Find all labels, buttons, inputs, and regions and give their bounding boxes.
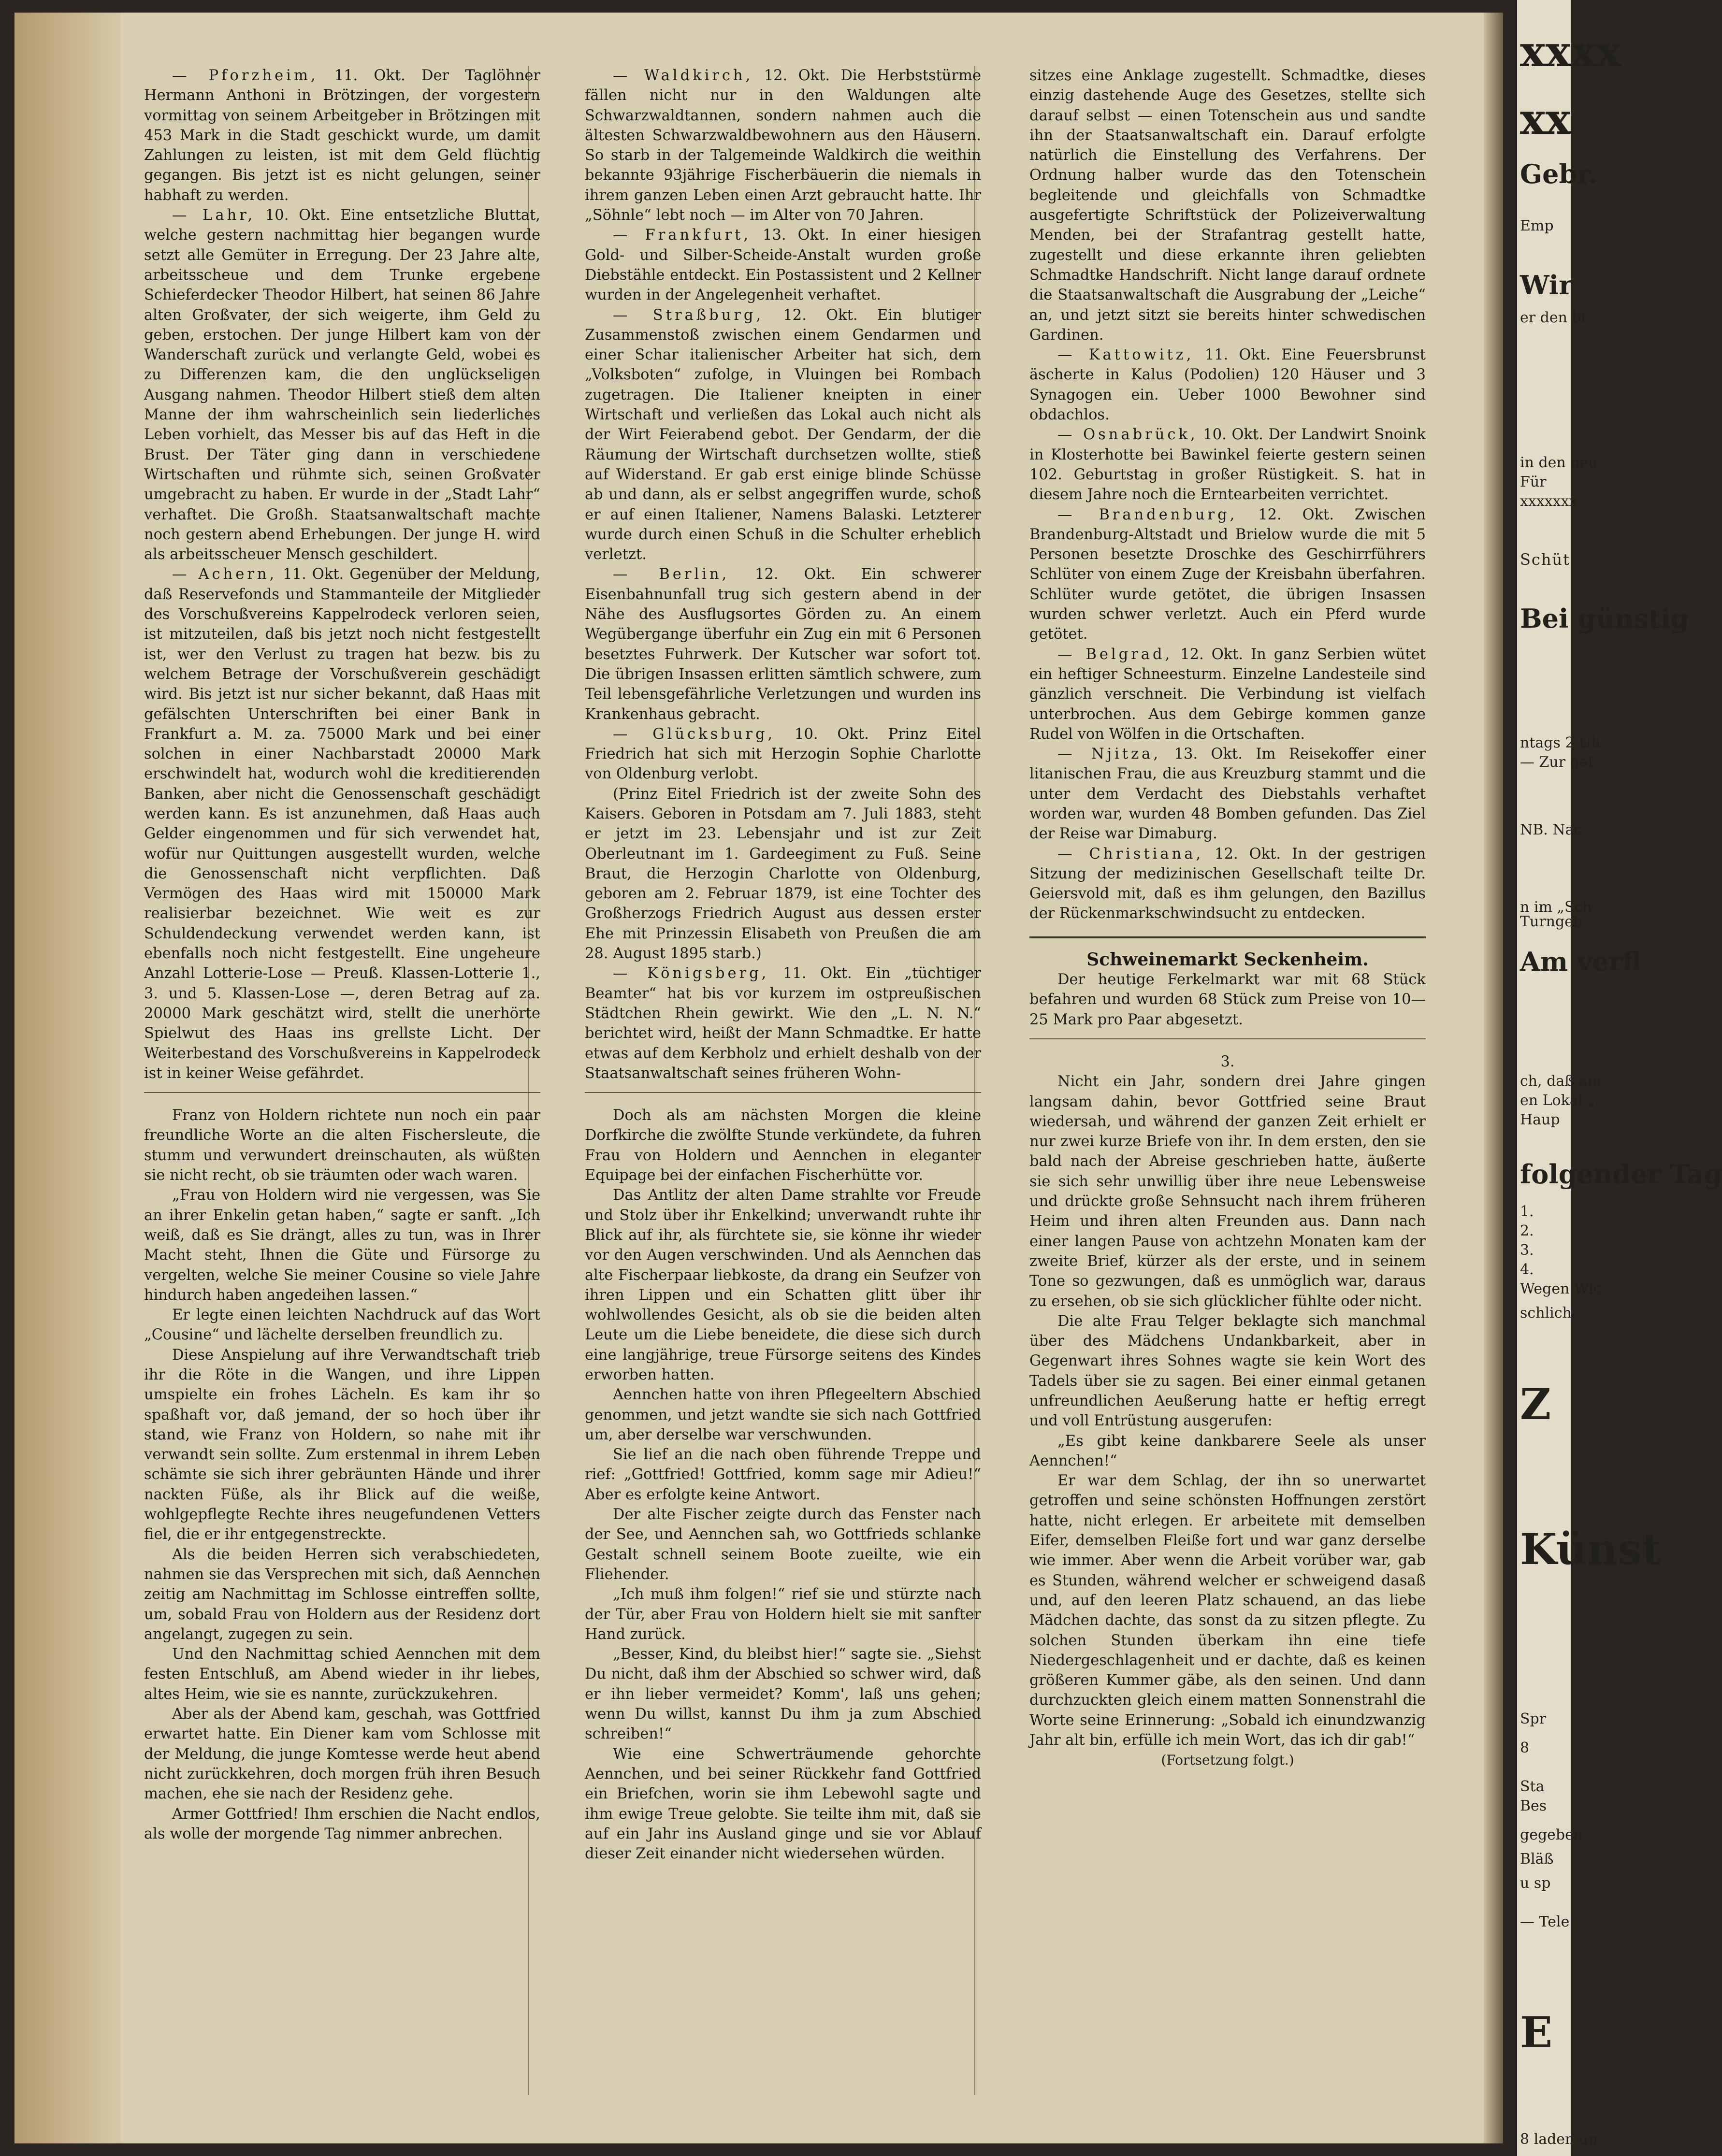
page-stack-edge xyxy=(14,13,121,2143)
adjacent-page-fragment: Z xyxy=(1520,1379,1551,1429)
story-paragraph xyxy=(144,1804,540,1844)
dateline: — Berlin, xyxy=(613,566,730,583)
news-item xyxy=(585,963,981,1083)
paragraph-text: 12. Okt. Ein schwerer Eisenbahnunfall trug sich gestern abend in der Nähe des Ausflugsortes Görden zu. An einem Wegübergange überfuhr ein Zug ein mit 6 Personen besetztes Fuhrwerk. Der Kutscher war sofort tot. Die übrigen Insassen erlitten sämtlich schwere, zum Teil lebensgefährliche Verletzungen und wurden ins Krankenhaus gebracht. xyxy=(585,566,981,723)
paragraph-text: Diese Anspielung auf ihre Verwandtschaft trieb ihr die Röte in die Wangen, und ihre Lippen umspielte ein frohes Lächeln. Es kam ihr so spaßhaft vor, daß jemand, der so hoch über ihr stand, wie Franz von Holdern, so nahe mit ihr verwandt sein sollte. Zum erstenmal in ihrem Leben schämte sie sich ihrer gebräunten Hände und ihrer nackten Füße, als ihr Blick auf die weiße, wohlgepflegte Rechte ihres neugefundenen Vetters fiel, die er ihr entgegenstreckte. xyxy=(144,1346,540,1543)
paragraph-text: Er war dem Schlag, der ihn so unerwartet getroffen und seine schönsten Hoffnungen zerstört hatte, nicht erlegen. Er arbeitete mit demselben Eifer, demselben Fleiße fort und war ganz derselbe wie immer. Aber wenn die Arbeit vorüber war, gab es Stunden, während welcher er schweigend dasaß und, auf den leeren Platz schauend, an das liebe Mädchen dachte, das sonst da zu sitzen pflegte. Zu solchen Stunden überkam ihn eine tiefe Niedergeschlagenheit und er dachte, daß es keinen größeren Kummer gäbe, als den seinen. Und dann durchzuckten gleich einem matten Sonnenstrahl die Worte seine Erinnerung: „Sobald ich einundzwanzig Jahr alt bin, erfülle ich mein Wort, das ich dir gab!“ xyxy=(1029,1472,1426,1749)
story-paragraph xyxy=(1029,66,1426,345)
paragraph-text: „Frau von Holdern wird nie vergessen, was Sie an ihrer Enkelin getan haben,“ sagte er sanft. „Ich weiß, daß es Sie drängt, alles zu tun, was in Ihrer Macht steht, Ihnen die Güte und Fürsorge zu vergelten, welche Sie meiner Cousine so viele Jahre hindurch haben angedeihen lassen.“ xyxy=(144,1187,540,1304)
story-paragraph xyxy=(144,1644,540,1704)
section-separator xyxy=(585,1092,981,1093)
dateline: — Njitza, xyxy=(1057,746,1161,763)
dateline: — Pforzheim, xyxy=(172,67,318,84)
adjacent-page-fragment: Sta xyxy=(1520,1778,1545,1795)
adjacent-page-fragment: n im „Sch xyxy=(1520,899,1592,916)
adjacent-page-fragment: xxxx xyxy=(1520,26,1621,76)
paragraph-text: 12. Okt. Ein blutiger Zusammenstoß zwischen einem Gendarmen und einer Schar italienischer Arbeiter hat sich, dem „Volksboten“ zufolge, in Vluingen bei Rombach zugetragen. Die Italiener kneipten in einer Wirtschaft und verließen das Lokal auch nicht als der Wirt Feierabend gebot. Der Gendarm, der die Räumung der Wirtschaft durchsetzen wollte, stieß auf Widerstand. Er gab erst einige blinde Schüsse ab und dann, als er selbst angegriffen wurde, schoß er auf einen Italiener, Namens Balaski. Letzterer wurde durch einen Schuß in die Schulter erheblich verletzt. xyxy=(585,306,981,563)
news-item xyxy=(1029,505,1426,645)
dateline: — Belgrad, xyxy=(1057,646,1173,663)
adjacent-page-fragment: 3. xyxy=(1520,1242,1534,1259)
news-item xyxy=(144,205,540,564)
news-item xyxy=(585,564,981,724)
story-paragraph xyxy=(144,1345,540,1545)
column-2 xyxy=(585,66,981,1864)
paragraph-text: Die alte Frau Telger beklagte sich manchmal über des Mädchens Undankbarkeit, aber in Gegenwart ihres Sohnes wagte sie kein Wort des Tadels über sie zu sagen. Bei einer einmal getanen unfreundlichen Aeußerung hatte er heftig erregt und voll Entrüstung ausgerufen: xyxy=(1029,1312,1426,1430)
paragraph-text: 13. Okt. In einer hiesigen Gold- und Silber-Scheide-Anstalt wurden große Diebstähle entdeckt. Ein Postassistent und 2 Kellner wurden in der Angelegenheit verhaftet. xyxy=(585,227,981,304)
adjacent-page-fragment: 8 laden un xyxy=(1520,2131,1598,2148)
news-item xyxy=(585,66,981,225)
paragraph-text: Aennchen hatte von ihren Pflegeeltern Abschied genommen, und jetzt wandte sie sich nach Gottfried um, aber derselbe war verschwunden. xyxy=(585,1386,981,1443)
adjacent-page-fragment: Für xyxy=(1520,474,1547,490)
story-paragraph xyxy=(1029,1431,1426,1471)
paragraph-text: 12. Okt. In der gestrigen Sitzung der medizinischen Gesellschaft teilte Dr. Geiersvold mit, daß es ihm gelungen, den Bazillus der Rückenmarkschwindsucht zu entdecken. xyxy=(1029,845,1426,922)
news-item xyxy=(585,724,981,784)
story-paragraph xyxy=(585,1445,981,1505)
paragraph-text: 13. Okt. Im Reisekoffer einer litanischen Frau, die aus Kreuzburg stammt und die unter dem Verdacht des Diebstahls verhaftet worden war, wurden 48 Bomben gefunden. Das Ziel der Reise war Dimaburg. xyxy=(1029,746,1426,843)
adjacent-page-fragment: ch, daß am xyxy=(1520,1073,1602,1090)
story-paragraph xyxy=(1029,1311,1426,1431)
paragraph-text: Aber als der Abend kam, geschah, was Gottfried erwartet hatte. Ein Diener kam vom Schlosse mit der Meldung, die junge Komtesse werde heut abend nicht zurückkehren, doch morgen früh ihren Besuch machen, ehe sie nach der Residenz gehe. xyxy=(144,1706,540,1803)
column-1 xyxy=(144,66,540,1844)
paragraph-text: Nicht ein Jahr, sondern drei Jahre gingen langsam dahin, bevor Gottfried seine Braut wiedersah, und während der ganzen Zeit erhielt er nur zwei kurze Briefe von ihr. In dem ersten, den sie bald nach der Abreise geschrieben hatte, äußerte sie sich sehr unwillig über ihre neue Lebensweise und drückte große Sehnsucht nach ihrem früheren Heim und ihren alten Freunden aus. Dann nach einer langen Pause von achtzehn Monaten kam der zweite Brief, kürzer als der erste, und in seinem Tone so gezwungen, daß es unmöglich war, daraus zu ersehen, ob sie sich glücklicher fühlte oder nicht. xyxy=(1029,1073,1426,1310)
news-item xyxy=(1029,844,1426,924)
dateline: — Brandenburg, xyxy=(1057,506,1238,523)
adjacent-page-fragment: Wir xyxy=(1520,270,1573,301)
adjacent-page-fragment: Bläß xyxy=(1520,1851,1554,1868)
news-item xyxy=(585,225,981,305)
adjacent-page-fragment: E xyxy=(1520,2007,1553,2057)
paragraph-text: 11. Okt. Gegenüber der Meldung, daß Reservefonds und Stammanteile der Mitglieder des Vorschußvereins Kappelrodeck verloren seien, ist mitzuteilen, daß bis jetzt noch nicht festgestellt ist, wer den Verlust zu tragen hat bezw. bis zu welchem Betrage der Vorschußverein geschädigt wird. Bis jetzt ist nur sicher bekannt, daß Haas mit gefälschten Unterschriften bei einer Bank in Frankfurt a. M. za. 75000 Mark und bei einer solchen in einer Nachbarstadt 20000 Mark erschwindelt hat, wodurch wohl die kreditierenden Banken, aber nicht die Genossenschaft geschädigt werden kann. Es ist anzunehmen, daß Haas auch Gelder eingenommen und für sich verwendet hat, wofür nur Quittungen ausgestellt wurden, welche die Genossenschaft nicht verpflichten. Daß Vermögen des Haas wird mit 150000 Mark realisierbar bezeichnet. Wie weit es zur Schuldendeckung verwendet werden kann, ist ebenfalls noch nicht festgestellt. Eine ungeheure Anzahl Lotterie-Lose — Preuß. Klassen-Lotterie 1., 3. und 5. Klassen-Lose —, deren Betrag auf za. 20000 Mark geschätzt wird, stellt die unerhörte Spielwut des Haas ins grellste Licht. Der Weiterbestand des Vorschußvereins in Kappelrodeck ist in keiner Weise gefährdet. xyxy=(144,566,540,1082)
news-item xyxy=(1029,345,1426,425)
adjacent-page-fragment: Turngeb xyxy=(1520,913,1583,930)
story-paragraph xyxy=(585,784,981,964)
chapter-number xyxy=(1029,1052,1426,1072)
paragraph-text: 12. Okt. Die Herbststürme fällen nicht nur in den Waldungen alte Schwarzwaldtannen, sondern nahmen auch die ältesten Schwarzwaldbewohnern aus den Häusern. So starb in der Talgemeinde Waldkirch die weithin bekannte 93jährige Fischerbäuerin die niemals in ihrem ganzen Leben einen Arzt gebraucht hatte. Ihr „Söhnle“ lebt noch — im Alter von 70 Jahren. xyxy=(585,67,981,224)
paragraph-text: Er legte einen leichten Nachdruck auf das Wort „Cousine“ und lächelte derselben freundlich zu. xyxy=(144,1307,540,1344)
paragraph-text: 12. Okt. Zwischen Brandenburg-Altstadt und Brielow wurde die mit 5 Personen besetzte Droschke des Geschirrführers Schlüter von einem Zuge der Kreisbahn überfahren. Schlüter wurde getötet, die übrigen Insassen wurden schwer verletzt. Auch ein Pferd wurde getötet. xyxy=(1029,506,1426,643)
adjacent-page-fragment: en Lokal „ xyxy=(1520,1092,1595,1109)
adjacent-page-fragment: 8 xyxy=(1520,1739,1530,1756)
paragraph-text: Der alte Fischer zeigte durch das Fenster nach der See, und Aennchen sah, wo Gottfrieds schlanke Gestalt schnell seinem Boote zueilte, wie ein Fliehender. xyxy=(585,1506,981,1583)
adjacent-page-fragment: Wegen Wic xyxy=(1520,1280,1602,1297)
paragraph-text: Armer Gottfried! Ihm erschien die Nacht endlos, als wolle der morgende Tag nimmer anbrechen. xyxy=(144,1805,540,1842)
adjacent-page-fragment: Künst xyxy=(1520,1524,1662,1574)
paragraph-text: Und den Nachmittag schied Aennchen mit dem festen Entschluß, am Abend wieder in ihr liebes, altes Heim, wie sie es nannte, zurückzukehren. xyxy=(144,1646,540,1703)
dateline: — Achern, xyxy=(172,566,277,583)
adjacent-page-fragment: folgender Tag xyxy=(1520,1159,1722,1190)
section-separator xyxy=(144,1092,540,1093)
news-item xyxy=(144,564,540,1083)
news-item xyxy=(144,66,540,205)
adjacent-page-fragment: — Zur gef xyxy=(1520,754,1593,771)
paragraph-text: 3. xyxy=(1220,1053,1235,1070)
story-paragraph xyxy=(144,1185,540,1305)
story-paragraph xyxy=(585,1584,981,1644)
paragraph-text: Der heutige Ferkelmarkt war mit 68 Stück befahren und wurden 68 Stück zum Preise von 10—25 Mark pro Paar abgesetzt. xyxy=(1029,971,1426,1028)
adjacent-page-strip xyxy=(1516,0,1722,2156)
news-item xyxy=(1029,744,1426,844)
adjacent-page-fragment: Haup xyxy=(1520,1111,1560,1128)
dateline: — Glücksburg, xyxy=(613,725,776,743)
adjacent-page-fragment: 1. xyxy=(1520,1203,1534,1220)
story-paragraph xyxy=(144,1305,540,1345)
dateline: — Kattowitz, xyxy=(1057,346,1194,364)
paragraph-text: sitzes eine Anklage zugestellt. Schmadtke, dieses einzig dastehende Auge des Gesetzes, stellte sich darauf selbst — einen Totenschein aus und sandte ihn der Staatsanwaltschaft ein. Darauf erfolgte natürlich die Einstellung des Verfahrens. Der Ordnung halber wurde das den Totenschein begleitende und gleichfalls von Schmadtke ausgefertigte Schriftstück der Polizeiverwaltung Menden, bei der Strafantrag gestellt hatte, zugestellt und diese erkannte ihren geliebten Schmadtke Handschrift. Nicht lange darauf ordnete die Staatsanwaltschaft die Ausgrabung der „Leiche“ an, und jetzt sitzt sie bereits hinter schwedischen Gardinen. xyxy=(1029,67,1426,344)
adjacent-page-fragment: schlich xyxy=(1520,1305,1572,1322)
story-paragraph xyxy=(144,1106,540,1185)
dateline: — Christiana, xyxy=(1057,845,1204,862)
section-separator xyxy=(1029,1038,1426,1039)
story-paragraph xyxy=(1029,970,1426,1030)
paragraph-text: „Es gibt keine dankbarere Seele als unser Aennchen!“ xyxy=(1029,1432,1426,1469)
adjacent-page-fragment: u sp xyxy=(1520,1875,1551,1892)
paragraph-text: Franz von Holdern richtete nun noch ein paar freundliche Worte an die alten Fischersleute, die stumm und verwundert dreinschauten, als wüßten sie nicht recht, ob sie träumten oder wach waren. xyxy=(144,1107,540,1184)
binding-gutter xyxy=(1484,13,1503,2143)
adjacent-page-fragment: 4. xyxy=(1520,1261,1534,1278)
paragraph-text: Schweinemarkt Seckenheim. xyxy=(1086,949,1369,970)
story-paragraph xyxy=(1029,1072,1426,1311)
adjacent-page-fragment: Spr xyxy=(1520,1710,1547,1727)
adjacent-page-fragment: Bei günstig xyxy=(1520,603,1689,634)
column-3 xyxy=(1029,66,1426,1770)
paragraph-text: Das Antlitz der alten Dame strahlte vor Freude und Stolz über ihr Enkelkind; unverwandt ruhte ihr Blick auf ihr, als fürchtete sie, sie könne ihr wieder vor den Augen verschwinden. Und als Aennchen das alte Fischerpaar liebkoste, da drang ein Seufzer von ihren Lippen und ein Schatten glitt über ihr wohlwollendes Gesicht, als ob sie die beiden alten Leute um die Liebe beneidete, die diese sich durch eine langjährige, treue Fürsorge seitens des Kindes erworben hatten. xyxy=(585,1187,981,1383)
newspaper-page xyxy=(14,13,1503,2143)
adjacent-page-fragment: NB. Nac xyxy=(1520,821,1582,838)
story-paragraph xyxy=(585,1744,981,1864)
paragraph-text: „Ich muß ihm folgen!“ rief sie und stürzte nach der Tür, aber Frau von Holdern hielt sie mit sanfter Hand zurück. xyxy=(585,1586,981,1643)
story-paragraph xyxy=(585,1385,981,1445)
news-item xyxy=(585,305,981,565)
adjacent-page-fragment: xxxxxxx xyxy=(1520,493,1577,510)
news-item xyxy=(1029,425,1426,504)
paragraph-text: (Fortsetzung folgt.) xyxy=(1161,1752,1294,1768)
dateline: — Osnabrück, xyxy=(1057,426,1198,444)
story-paragraph xyxy=(585,1106,981,1185)
adjacent-page-fragment: xx xyxy=(1520,94,1571,144)
paragraph-text: 10. Okt. Der Landwirt Snoink in Klosterhotte bei Bawinkel feierte gestern seinen 102. Geburtstag in großer Rüstigkeit. S. hat in diesem Jahre noch die Erntearbeiten verrichtet. xyxy=(1029,426,1426,503)
paragraph-text: 11. Okt. Der Taglöhner Hermann Anthoni in Brötzingen, der vorgestern vormittag von seinem Arbeitgeber in Brötzingen mit 453 Mark in die Stadt geschickt wurde, um damit Zahlungen zu leisten, ist mit dem Geld flüchtig gegangen. Bis jetzt ist es nicht gelungen, seiner habhaft zu werden. xyxy=(144,67,540,204)
adjacent-page-fragment: gegeben xyxy=(1520,1826,1583,1843)
paragraph-text: 11. Okt. Eine Feuersbrunst äscherte in Kalus (Podolien) 120 Häuser und 3 Synagogen ein. Ueber 1000 Bewohner sind obdachlos. xyxy=(1029,346,1426,424)
adjacent-page-fragment: in den neu xyxy=(1520,454,1598,471)
paragraph-text: „Besser, Kind, du bleibst hier!“ sagte sie. „Siehst Du nicht, daß ihm der Abschied so schwer wird, daß er ihn lieber vermeidet? Komm', laß uns gehen; wenn Du willst, kannst Du ihm ja zum Abschied schreiben!“ xyxy=(585,1646,981,1743)
paragraph-text: Sie lief an die nach oben führende Treppe und rief: „Gottfried! Gottfried, komm sage mir Adieu!“ Aber es erfolgte keine Antwort. xyxy=(585,1446,981,1503)
adjacent-page-fragment: Emp xyxy=(1520,217,1554,234)
story-paragraph xyxy=(585,1644,981,1744)
adjacent-page-fragment: Schüt xyxy=(1520,550,1570,569)
dateline: — Waldkirch, xyxy=(613,67,753,84)
paragraph-text: Als die beiden Herren sich verabschiedeten, nahmen sie das Versprechen mit sich, daß Aennchen zeitig am Nachmittag im Schlosse eintreffen sollte, um, sobald Frau von Holdern aus der Residenz dort angelangt, zugegen zu sein. xyxy=(144,1546,540,1643)
heavy-rule xyxy=(1029,936,1426,938)
story-paragraph xyxy=(585,1185,981,1385)
story-paragraph xyxy=(144,1545,540,1644)
story-paragraph xyxy=(144,1704,540,1804)
dateline: — Königsberg, xyxy=(613,965,769,982)
paragraph-text: 10. Okt. Eine entsetzliche Bluttat, welche gestern nachmittag hier begangen wurde setzt alle Gemüter in Erregung. Der 23 Jahre alte, arbeitsscheue und dem Trunke ergebene Schieferdecker Theodor Hilbert, hat seinen 86 Jahre alten Großvater, der sich weigerte, ihm Geld zu geben, erstochen. Der junge Hilbert kam von der Wanderschaft zurück und verlangte Geld, wobei es zu Differenzen kam, die den unglückseligen Ausgang nahmen. Theodor Hilbert stieß dem alten Manne der ihm wahrscheinlich sein liederliches Leben vorhielt, das Messer bis auf das Heft in die Brust. Der Täter ging dann in verschiedene Wirtschaften und rühmte sich, seinen Großvater umgebracht zu haben. Er wurde in der „Stadt Lahr“ verhaftet. Die Großh. Staatsanwaltschaft machte noch gestern abend Erhebungen. Der junge H. wird als arbeitsscheuer Mensch geschildert. xyxy=(144,207,541,563)
paragraph-text: 10. Okt. Prinz Eitel Friedrich hat sich mit Herzogin Sophie Charlotte von Oldenburg verlobt. xyxy=(585,725,982,783)
adjacent-page-fragment: Bes xyxy=(1520,1797,1547,1814)
dateline: — Frankfurt, xyxy=(613,227,752,244)
paragraph-text: (Prinz Eitel Friedrich ist der zweite Sohn des Kaisers. Geboren in Potsdam am 7. Juli 1883, steht er jetzt im 23. Lebensjahr und ist zur Zeit Oberleutnant im 1. Gardeegiment zu Fuß. Seine Braut, die Herzogin Charlotte von Oldenburg, geboren am 2. Februar 1879, ist eine Tochter des Großherzogs Friedrich August aus dessen erster Ehe mit Prinzessin Elisabeth von Preußen die am 28. August 1895 starb.) xyxy=(585,785,981,963)
dateline: — Straßburg, xyxy=(613,306,764,324)
adjacent-page-fragment: Am verfl xyxy=(1520,946,1642,977)
adjacent-page-fragment: Gebr. xyxy=(1520,158,1598,189)
market-heading xyxy=(1029,950,1426,970)
adjacent-page-fragment: er den bi xyxy=(1520,309,1586,326)
story-paragraph xyxy=(1029,1471,1426,1750)
paragraph-text: 12. Okt. In ganz Serbien wütet ein heftiger Schneesturm. Einzelne Landesteile sind gänzlich verschneit. Die Verbindung ist vielfach unterbrochen. Aus dem Gebirge kommen ganze Rudel von Wölfen in die Ortschaften. xyxy=(1029,646,1426,743)
paragraph-text: Doch als am nächsten Morgen die kleine Dorfkirche die zwölfte Stunde verkündete, da fuhren Frau von Holdern und Aennchen in eleganter Equipage bei der einfachen Fischerhütte vor. xyxy=(585,1107,981,1184)
adjacent-page-fragment: — Tele xyxy=(1520,1913,1570,1930)
paragraph-text: Wie eine Schwerträumende gehorchte Aennchen, und bei seiner Rückkehr fand Gottfried ein Briefchen, worin sie ihm Lebewohl sagte und ihm ewige Treue gelobte. Sie teilte ihm mit, daß sie auf ein Jahr ins Ausland ginge und sie vor Ablauf dieser Zeit einander nicht wiedersehen würden. xyxy=(585,1745,981,1863)
continuation-note xyxy=(1029,1750,1426,1770)
story-paragraph xyxy=(585,1505,981,1584)
adjacent-page-fragment: ntags 2 Uh xyxy=(1520,734,1601,751)
adjacent-page-fragment: 2. xyxy=(1520,1222,1534,1239)
paragraph-text: 11. Okt. Ein „tüchtiger Beamter“ hat bis vor kurzem im ostpreußischen Städtchen Rhein gewirkt. Wie den „L. N. N.“ berichtet wird, heißt der Mann Schmadtke. Er hatte etwas auf dem Kerbholz und erhielt deshalb von der Staatsanwaltschaft seines früheren Wohn- xyxy=(585,965,981,1082)
news-item xyxy=(1029,645,1426,744)
dateline: — Lahr, xyxy=(172,207,256,224)
